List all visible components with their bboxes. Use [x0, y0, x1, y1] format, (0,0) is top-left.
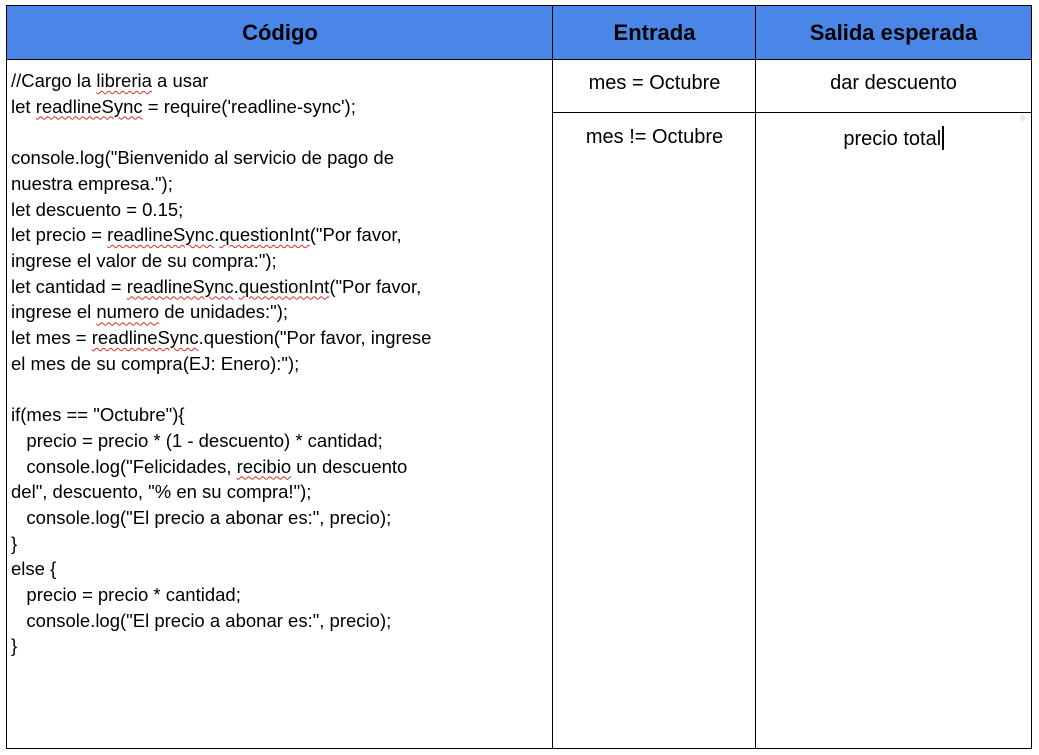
column-divider-2 [755, 6, 756, 748]
code-text: a usar [151, 70, 209, 91]
code-text: ingrese el [11, 301, 97, 323]
spelling-error: questionInt [238, 275, 330, 297]
code-text: } [11, 635, 18, 657]
header-salida-label: Salida esperada [809, 19, 978, 45]
salida-value: dar descuento [830, 72, 957, 94]
code-text: console.log("El precio a abonar es:", precio); [11, 506, 392, 528]
column-divider-1 [552, 6, 553, 748]
salida-cell-2[interactable] [756, 126, 1031, 151]
header-codigo-label: Código [242, 19, 318, 45]
spelling-error: recibio [236, 455, 292, 477]
salida-cell-1[interactable] [756, 72, 1031, 95]
spelling-error: numero [96, 301, 160, 323]
code-text: un descuento [291, 455, 408, 477]
header-codigo [7, 6, 553, 60]
entrada-cell-2[interactable] [553, 126, 756, 149]
entrada-cell-1[interactable] [553, 72, 756, 95]
code-text: precio = precio * (1 - descuento) * cantidad; [11, 429, 383, 451]
code-text: de unidades:"); [159, 301, 289, 323]
entrada-value: mes != Octubre [585, 126, 724, 148]
header-salida [756, 6, 1031, 60]
code-text: . [233, 275, 239, 297]
code-text: .question("Por favor, ingrese [198, 327, 432, 349]
code-text: let descuento = 0.15; [11, 198, 184, 220]
code-text: console.log("Bienvenido al servicio de pago de [11, 147, 394, 169]
code-text: } [11, 532, 18, 554]
spelling-error: readlineSync [35, 95, 143, 117]
code-text: ingrese el valor de su compra:"); [11, 249, 277, 271]
code-text: del", descuento, "% en su compra!"); [11, 481, 312, 503]
code-text: = require('readline-sync'); [142, 95, 356, 117]
spelling-error: readlineSync [107, 224, 215, 246]
text-cursor [942, 126, 944, 150]
resize-handle[interactable] [1020, 115, 1026, 121]
code-text: console.log("Felicidades, [11, 455, 237, 477]
code-text: . [214, 224, 220, 246]
spelling-error: readlineSync [126, 275, 234, 297]
code-text: console.log("El precio a abonar es:", precio); [11, 609, 392, 631]
code-text: //Cargo la [11, 70, 97, 91]
code-text: let mes = [11, 327, 92, 349]
code-text: let precio = [11, 224, 108, 246]
row-divider [553, 112, 1031, 113]
spelling-error: readlineSync [91, 327, 199, 349]
entrada-value: mes = Octubre [588, 72, 721, 94]
code-text: ("Por favor, [309, 224, 402, 246]
header-entrada [553, 6, 756, 60]
code-text: ("Por favor, [329, 275, 422, 297]
header-entrada-label: Entrada [613, 19, 696, 45]
spelling-error: libreria [96, 70, 152, 91]
code-text: precio = precio * cantidad; [11, 584, 241, 606]
code-cell[interactable] [11, 68, 431, 659]
code-text: let cantidad = [11, 275, 127, 297]
code-text: nuestra empresa."); [11, 172, 173, 194]
spelling-error: questionInt [219, 224, 310, 246]
code-text: if(mes == "Octubre"){ [11, 404, 185, 426]
code-text: else { [11, 558, 57, 580]
code-text: el mes de su compra(EJ: Enero):"); [11, 352, 300, 374]
code-text: let [11, 95, 36, 117]
salida-value: precio total [843, 128, 942, 150]
